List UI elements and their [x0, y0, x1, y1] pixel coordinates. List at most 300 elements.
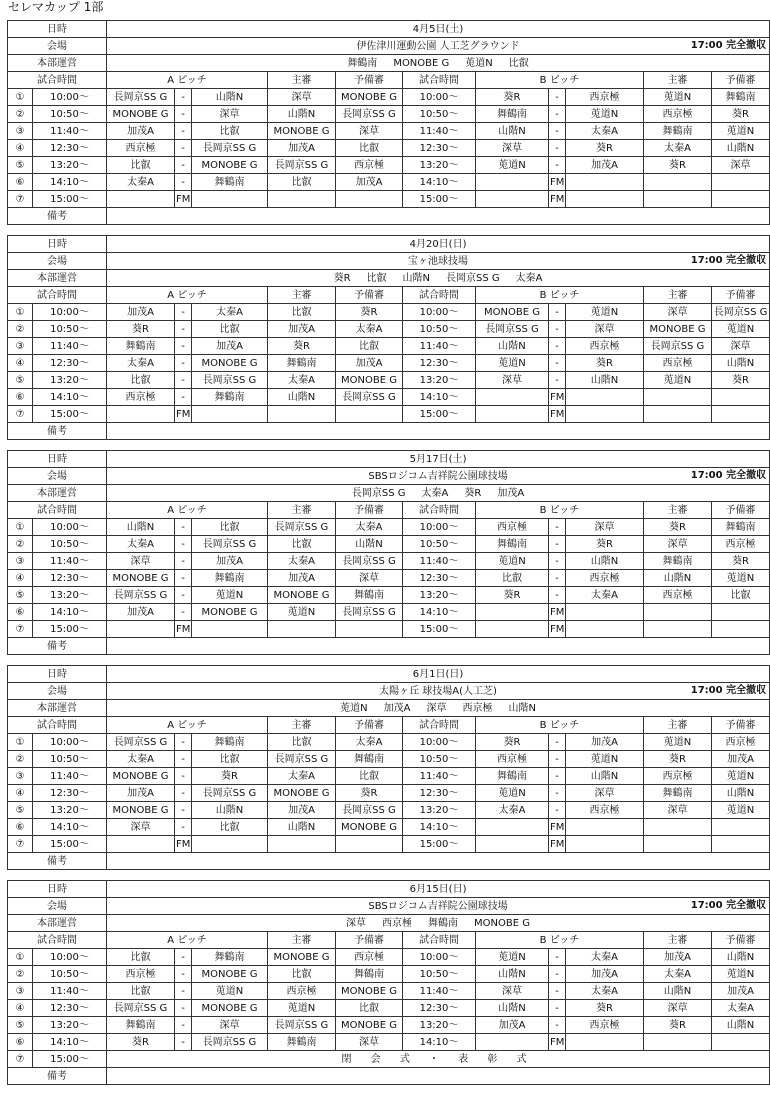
pitch-a-time: 14:10〜	[33, 174, 107, 191]
pitch-b-separator: FM	[549, 621, 566, 638]
pitch-b-reserve-referee: 莵道N	[712, 966, 770, 983]
match-row	[8, 89, 770, 106]
pitch-b-away-team: 西京極	[566, 338, 644, 355]
match-row	[8, 553, 770, 570]
pitch-a-home-team	[107, 406, 175, 423]
pitch-b-reserve-referee	[712, 621, 770, 638]
host-team: 比叡	[366, 272, 387, 284]
pitch-a-away-team: 比叡	[192, 321, 268, 338]
pitch-b-away-team: 深草	[566, 321, 644, 338]
pitch-b-home-team: 葵R	[476, 89, 549, 106]
pitch-a-referee: 太秦A	[268, 372, 336, 389]
pitch-a-home-team: 加茂A	[107, 304, 175, 321]
pitch-b-time: 14:10〜	[403, 1034, 476, 1051]
pitch-a-referee: 比叡	[268, 174, 336, 191]
pitch-b-home-team: 莵道N	[476, 949, 549, 966]
document-title: セレマカップ 1部	[8, 0, 104, 14]
pitch-a-home-team: 舞鶴南	[107, 1017, 175, 1034]
pitch-b-reserve-referee: 葵R	[712, 106, 770, 123]
pitch-a-referee: 山階N	[268, 389, 336, 406]
pitch-a-away-team: 深草	[192, 1017, 268, 1034]
pitch-b-home-team	[476, 191, 549, 208]
match-row	[8, 1017, 770, 1034]
notes-cell	[107, 638, 770, 655]
match-row	[8, 949, 770, 966]
match-row	[8, 321, 770, 338]
pitch-a-separator: -	[175, 751, 192, 768]
pitch-b-time: 11:40〜	[403, 983, 476, 1000]
pitch-a-reserve-referee: 加茂A	[336, 355, 403, 372]
host-team: MONOBE G	[474, 917, 531, 929]
host-team: 舞鶴南	[428, 917, 459, 929]
host-team: 長岡京SS G	[351, 487, 406, 499]
pitch-b-reserve-referee: 莵道N	[712, 123, 770, 140]
slot-number: ⑥	[8, 174, 33, 191]
venue-name: SBSロジコム吉祥院公園球技場	[368, 470, 508, 482]
match-time-header: 試合時間	[403, 72, 476, 89]
pitch-a-home-team: 長岡京SS G	[107, 734, 175, 751]
pitch-b-time: 10:00〜	[403, 949, 476, 966]
pitch-b-reserve-referee	[712, 191, 770, 208]
pitch-a-away-team: 山階N	[192, 89, 268, 106]
pitch-b-reserve-referee: 莵道N	[712, 802, 770, 819]
pitch-b-separator: -	[549, 519, 566, 536]
slot-number: ④	[8, 1000, 33, 1017]
pitch-a-home-team: 加茂A	[107, 123, 175, 140]
pitch-a-referee: 加茂A	[268, 570, 336, 587]
match-row	[8, 1051, 770, 1068]
pitch-b-home-team: 山階N	[476, 1000, 549, 1017]
slot-number: ③	[8, 983, 33, 1000]
pitch-b-home-team	[476, 1034, 549, 1051]
pitch-b-referee	[644, 191, 712, 208]
host-team: 舞鶴南	[347, 57, 378, 69]
match-time-header: 試合時間	[8, 502, 107, 519]
match-row	[8, 389, 770, 406]
pitch-b-reserve-referee: 西京極	[712, 536, 770, 553]
host-label: 本部運営	[8, 915, 107, 932]
pitch-a-reserve-referee: 比叡	[336, 140, 403, 157]
pitch-b-time: 10:00〜	[403, 304, 476, 321]
venue-label: 会場	[8, 898, 107, 915]
pitch-b-time: 12:30〜	[403, 355, 476, 372]
host-label: 本部運営	[8, 485, 107, 502]
pitch-a-time: 11:40〜	[33, 768, 107, 785]
pitch-b-reserve-referee: 長岡京SS G	[712, 304, 770, 321]
pitch-a-reserve-referee: 比叡	[336, 338, 403, 355]
pitch-a-separator: -	[175, 157, 192, 174]
pitch-a-separator: -	[175, 519, 192, 536]
pitch-b-separator: -	[549, 89, 566, 106]
match-row	[8, 768, 770, 785]
match-row	[8, 785, 770, 802]
pitch-a-separator: FM	[175, 406, 192, 423]
pitch-a-home-team: 舞鶴南	[107, 338, 175, 355]
notes-label: 備考	[8, 208, 107, 225]
slot-number: ③	[8, 768, 33, 785]
venue-cell	[107, 38, 770, 55]
pitch-a-referee	[268, 836, 336, 853]
pitch-b-referee	[644, 819, 712, 836]
pitch-b-reserve-referee: 山階N	[712, 1017, 770, 1034]
pitch-b-time: 10:50〜	[403, 106, 476, 123]
pitch-b-separator: FM	[549, 174, 566, 191]
pitch-a-away-team	[192, 406, 268, 423]
pitch-b-home-team: 長岡京SS G	[476, 321, 549, 338]
pitch-b-referee: 太秦A	[644, 140, 712, 157]
venue-cell	[107, 898, 770, 915]
match-row	[8, 1000, 770, 1017]
pitch-b-referee: 山階N	[644, 570, 712, 587]
day-schedule-table	[7, 235, 770, 440]
pitch-a-separator: -	[175, 140, 192, 157]
referee-header: 主審	[268, 932, 336, 949]
pitch-b-away-team: 太秦A	[566, 949, 644, 966]
pitch-b-header: B ピッチ	[476, 287, 644, 304]
slot-number: ①	[8, 734, 33, 751]
pitch-b-away-team: 山階N	[566, 768, 644, 785]
pitch-a-referee: 加茂A	[268, 802, 336, 819]
pitch-b-referee: 西京極	[644, 768, 712, 785]
pitch-a-reserve-referee: 太秦A	[336, 321, 403, 338]
pitch-b-referee: 深草	[644, 536, 712, 553]
match-row	[8, 751, 770, 768]
host-team: 葵R	[333, 272, 351, 284]
pitch-a-reserve-referee: 葵R	[336, 785, 403, 802]
day-date: 6月15日(日)	[107, 881, 770, 898]
match-time-header: 試合時間	[8, 287, 107, 304]
pitch-a-referee: 太秦A	[268, 768, 336, 785]
slot-number: ⑦	[8, 621, 33, 638]
pitch-b-reserve-referee	[712, 836, 770, 853]
pitch-a-time: 10:00〜	[33, 734, 107, 751]
host-team: 西京極	[382, 917, 413, 929]
pitch-a-time: 15:00〜	[33, 836, 107, 853]
pitch-b-reserve-referee: 舞鶴南	[712, 89, 770, 106]
date-label: 日時	[8, 21, 107, 38]
pitch-a-separator: -	[175, 536, 192, 553]
pitch-a-referee: 西京極	[268, 983, 336, 1000]
pitch-b-home-team: 山階N	[476, 338, 549, 355]
pitch-b-referee: 莵道N	[644, 372, 712, 389]
host-label: 本部運営	[8, 55, 107, 72]
notes-label: 備考	[8, 1068, 107, 1085]
pitch-a-away-team: 山階N	[192, 802, 268, 819]
pitch-b-home-team: 加茂A	[476, 1017, 549, 1034]
host-team: MONOBE G	[393, 57, 450, 69]
venue-cell	[107, 683, 770, 700]
venue-label: 会場	[8, 253, 107, 270]
notes-cell	[107, 208, 770, 225]
slot-number: ⑥	[8, 819, 33, 836]
pitch-b-referee: 舞鶴南	[644, 123, 712, 140]
venue-name: 伊佐津川運動公園 人工芝グラウンド	[356, 40, 520, 52]
pitch-b-home-team: 西京極	[476, 751, 549, 768]
host-teams	[107, 700, 770, 717]
pitch-a-referee: MONOBE G	[268, 123, 336, 140]
pitch-a-time: 14:10〜	[33, 389, 107, 406]
pitch-b-away-team: 西京極	[566, 89, 644, 106]
pitch-a-separator: -	[175, 553, 192, 570]
pitch-b-referee: MONOBE G	[644, 321, 712, 338]
match-time-header: 試合時間	[403, 502, 476, 519]
pitch-a-separator: -	[175, 802, 192, 819]
day-date: 4月20日(日)	[107, 236, 770, 253]
reserve-referee-header: 予備審	[712, 72, 770, 89]
pitch-a-referee: 加茂A	[268, 321, 336, 338]
pitch-a-time: 10:00〜	[33, 519, 107, 536]
slot-number: ⑦	[8, 1051, 33, 1068]
pitch-a-away-team: 葵R	[192, 768, 268, 785]
pitch-b-time: 10:00〜	[403, 519, 476, 536]
pitch-b-away-team: 葵R	[566, 1000, 644, 1017]
pitch-a-referee: 深草	[268, 89, 336, 106]
slot-number: ⑦	[8, 406, 33, 423]
pitch-b-header: B ピッチ	[476, 717, 644, 734]
pitch-b-time: 13:20〜	[403, 587, 476, 604]
pitch-a-reserve-referee	[336, 836, 403, 853]
venue-name: 宝ヶ池球技場	[408, 255, 469, 267]
slot-number: ①	[8, 949, 33, 966]
date-label: 日時	[8, 666, 107, 683]
pitch-b-time: 15:00〜	[403, 836, 476, 853]
pitch-a-reserve-referee: 太秦A	[336, 734, 403, 751]
match-time-header: 試合時間	[8, 72, 107, 89]
pitch-b-reserve-referee: 葵R	[712, 372, 770, 389]
pitch-b-home-team: 葵R	[476, 587, 549, 604]
pitch-a-separator: -	[175, 1034, 192, 1051]
match-row	[8, 587, 770, 604]
pitch-a-home-team: 長岡京SS G	[107, 89, 175, 106]
pitch-a-reserve-referee: 比叡	[336, 768, 403, 785]
pitch-a-separator: -	[175, 355, 192, 372]
pitch-a-away-team: 莵道N	[192, 983, 268, 1000]
venue-name: SBSロジコム吉祥院公園球技場	[368, 900, 508, 912]
pitch-a-referee: 加茂A	[268, 140, 336, 157]
reserve-referee-header: 予備審	[336, 717, 403, 734]
reserve-referee-header: 予備審	[336, 72, 403, 89]
host-team: 山階N	[402, 272, 431, 284]
pitch-a-reserve-referee: 長岡京SS G	[336, 106, 403, 123]
pitch-b-time: 11:40〜	[403, 123, 476, 140]
slot-number: ⑦	[8, 191, 33, 208]
pitch-b-away-team	[566, 621, 644, 638]
pitch-a-time: 10:50〜	[33, 106, 107, 123]
host-label: 本部運営	[8, 700, 107, 717]
pitch-a-separator: -	[175, 321, 192, 338]
reserve-referee-header: 予備審	[712, 502, 770, 519]
pitch-a-referee: 莵道N	[268, 1000, 336, 1017]
pitch-a-reserve-referee	[336, 406, 403, 423]
venue-label: 会場	[8, 683, 107, 700]
pitch-a-referee: 比叡	[268, 966, 336, 983]
pitch-a-time: 15:00〜	[33, 621, 107, 638]
pitch-b-reserve-referee: 山階N	[712, 140, 770, 157]
host-team: 長岡京SS G	[446, 272, 500, 284]
pitch-a-time: 11:40〜	[33, 338, 107, 355]
slot-number: ④	[8, 140, 33, 157]
pitch-a-time: 15:00〜	[33, 191, 107, 208]
pitch-b-separator: -	[549, 768, 566, 785]
pitch-a-header: A ピッチ	[107, 287, 268, 304]
pitch-b-separator: FM	[549, 1034, 566, 1051]
pitch-a-home-team: 加茂A	[107, 785, 175, 802]
pitch-b-separator: FM	[549, 406, 566, 423]
pitch-b-time: 14:10〜	[403, 174, 476, 191]
pitch-a-home-team: 長岡京SS G	[107, 1000, 175, 1017]
pitch-b-time: 14:10〜	[403, 819, 476, 836]
pitch-a-separator: FM	[175, 191, 192, 208]
pitch-a-home-team: 長岡京SS G	[107, 587, 175, 604]
pitch-a-home-team: 太秦A	[107, 355, 175, 372]
host-team: 加茂A	[497, 487, 525, 499]
pitch-a-time: 13:20〜	[33, 802, 107, 819]
pitch-a-header: A ピッチ	[107, 932, 268, 949]
pitch-b-away-team: 山階N	[566, 553, 644, 570]
pitch-a-separator: -	[175, 106, 192, 123]
pitch-b-time: 11:40〜	[403, 768, 476, 785]
match-row	[8, 983, 770, 1000]
pitch-b-separator: -	[549, 106, 566, 123]
pitch-a-reserve-referee: 長岡京SS G	[336, 604, 403, 621]
pitch-b-reserve-referee	[712, 406, 770, 423]
reserve-referee-header: 予備審	[336, 932, 403, 949]
slot-number: ②	[8, 106, 33, 123]
slot-number: ④	[8, 355, 33, 372]
match-time-header: 試合時間	[8, 932, 107, 949]
pitch-a-away-team: 加茂A	[192, 553, 268, 570]
day-date: 6月1日(日)	[107, 666, 770, 683]
notes-label: 備考	[8, 423, 107, 440]
pitch-b-time: 13:20〜	[403, 802, 476, 819]
match-row	[8, 604, 770, 621]
pitch-a-home-team	[107, 191, 175, 208]
pitch-b-away-team: 太秦A	[566, 587, 644, 604]
pitch-b-time: 15:00〜	[403, 621, 476, 638]
pitch-a-away-team: MONOBE G	[192, 157, 268, 174]
pitch-a-away-team: 長岡京SS G	[192, 1034, 268, 1051]
pitch-b-away-team: 山階N	[566, 372, 644, 389]
pitch-b-time: 10:00〜	[403, 734, 476, 751]
pitch-a-reserve-referee: 深草	[336, 1034, 403, 1051]
pitch-b-time: 14:10〜	[403, 389, 476, 406]
pitch-b-time: 12:30〜	[403, 1000, 476, 1017]
pitch-a-home-team: 太秦A	[107, 536, 175, 553]
pitch-b-referee: 葵R	[644, 157, 712, 174]
pitch-b-header: B ピッチ	[476, 72, 644, 89]
pitch-b-home-team: 舞鶴南	[476, 106, 549, 123]
pitch-a-header: A ピッチ	[107, 717, 268, 734]
pitch-b-separator: -	[549, 355, 566, 372]
pitch-b-reserve-referee: 舞鶴南	[712, 519, 770, 536]
pitch-a-time: 12:30〜	[33, 785, 107, 802]
pitch-a-time: 10:00〜	[33, 949, 107, 966]
host-teams	[107, 485, 770, 502]
pitch-b-reserve-referee: 莵道N	[712, 570, 770, 587]
pitch-a-separator: -	[175, 1000, 192, 1017]
pitch-b-time: 10:50〜	[403, 751, 476, 768]
pitch-b-referee	[644, 1034, 712, 1051]
pitch-b-home-team: 莵道N	[476, 355, 549, 372]
pitch-b-reserve-referee: 深草	[712, 338, 770, 355]
pitch-a-time: 12:30〜	[33, 140, 107, 157]
pitch-a-referee: MONOBE G	[268, 587, 336, 604]
pitch-b-referee: 舞鶴南	[644, 785, 712, 802]
match-row	[8, 1034, 770, 1051]
pitch-a-reserve-referee	[336, 621, 403, 638]
pitch-a-reserve-referee: 深草	[336, 570, 403, 587]
day-schedule-table	[7, 20, 770, 225]
pitch-a-reserve-referee: 山階N	[336, 536, 403, 553]
pitch-b-separator: FM	[549, 191, 566, 208]
pitch-b-reserve-referee	[712, 389, 770, 406]
venue-label: 会場	[8, 38, 107, 55]
pitch-b-away-team	[566, 836, 644, 853]
pitch-b-separator: FM	[549, 389, 566, 406]
pitch-a-separator: -	[175, 768, 192, 785]
pitch-a-separator: -	[175, 372, 192, 389]
pitch-a-separator: -	[175, 983, 192, 1000]
pitch-a-home-team: 加茂A	[107, 604, 175, 621]
pitch-b-home-team: 比叡	[476, 570, 549, 587]
slot-number: ②	[8, 966, 33, 983]
pitch-b-home-team: 山階N	[476, 966, 549, 983]
match-row	[8, 406, 770, 423]
pitch-a-away-team: MONOBE G	[192, 355, 268, 372]
pitch-a-reserve-referee: 加茂A	[336, 174, 403, 191]
pitch-a-referee: 葵R	[268, 338, 336, 355]
notes-cell	[107, 423, 770, 440]
pitch-b-home-team: 莵道N	[476, 553, 549, 570]
pitch-b-time: 11:40〜	[403, 553, 476, 570]
notes-label: 備考	[8, 638, 107, 655]
host-team: 太秦A	[421, 487, 449, 499]
pitch-a-time: 13:20〜	[33, 372, 107, 389]
pitch-a-reserve-referee: 深草	[336, 123, 403, 140]
pitch-b-home-team: 舞鶴南	[476, 768, 549, 785]
pitch-a-reserve-referee: 舞鶴南	[336, 587, 403, 604]
pitch-a-separator: -	[175, 570, 192, 587]
pitch-b-time: 10:00〜	[403, 89, 476, 106]
pitch-a-away-team: 太秦A	[192, 304, 268, 321]
notes-cell	[107, 853, 770, 870]
pitch-a-reserve-referee: 太秦A	[336, 519, 403, 536]
pitch-b-away-team	[566, 604, 644, 621]
pitch-b-away-team: 加茂A	[566, 157, 644, 174]
match-row	[8, 355, 770, 372]
pitch-a-time: 13:20〜	[33, 157, 107, 174]
pitch-b-separator: -	[549, 949, 566, 966]
pitch-b-referee: 西京極	[644, 587, 712, 604]
pitch-a-away-team: 長岡京SS G	[192, 372, 268, 389]
pitch-a-referee: 太秦A	[268, 553, 336, 570]
match-row	[8, 819, 770, 836]
pitch-b-referee	[644, 836, 712, 853]
pitch-a-home-team: 葵R	[107, 321, 175, 338]
pitch-a-separator: -	[175, 949, 192, 966]
pitch-b-separator: -	[549, 1017, 566, 1034]
pitch-b-away-team	[566, 174, 644, 191]
day-schedule-table	[7, 665, 770, 870]
pitch-b-reserve-referee: 莵道N	[712, 321, 770, 338]
pitch-a-time: 13:20〜	[33, 587, 107, 604]
host-team: 西京極	[462, 702, 493, 714]
pitch-b-time: 12:30〜	[403, 570, 476, 587]
slot-number: ④	[8, 785, 33, 802]
pitch-b-home-team	[476, 174, 549, 191]
referee-header: 主審	[268, 287, 336, 304]
pitch-a-home-team	[107, 621, 175, 638]
